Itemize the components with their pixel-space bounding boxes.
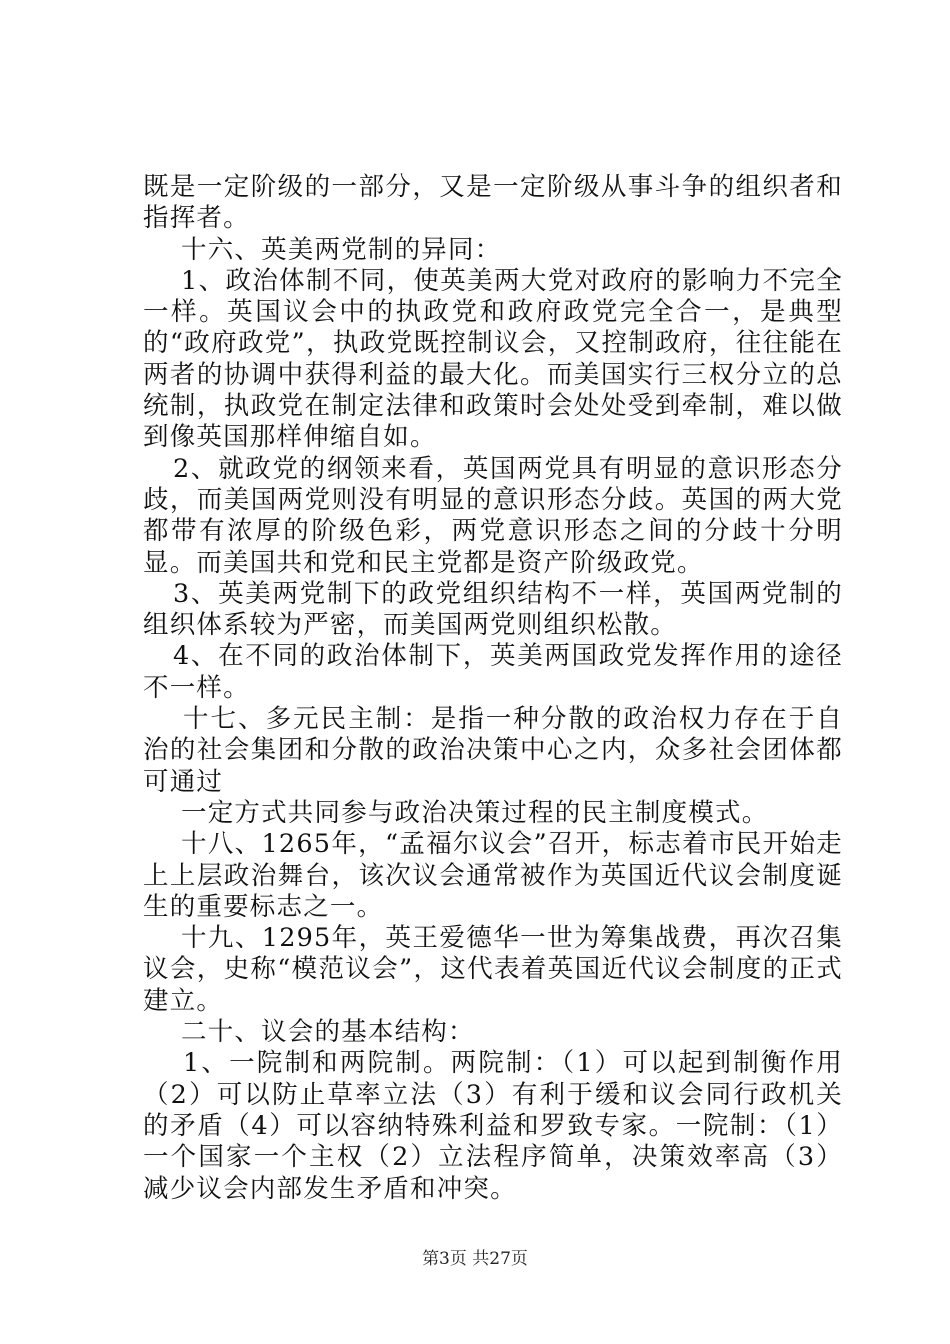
heading-section-16: 十六、英美两党制的异同： bbox=[181, 234, 502, 265]
paragraph-section-18: 十八、1265年，“孟福尔议会”召开，标志着市民开始走上上层政治舞台，该次议会通常被作为英国近代议会制度诞生的重要标志之一。 bbox=[143, 829, 843, 922]
paragraph-section-17-continued: 一定方式共同参与政治决策过程的民主制度模式。 bbox=[181, 797, 769, 828]
paragraph-16-point-4: 4、在不同的政治体制下，英美两国政党发挥作用的途径不一样。 bbox=[143, 641, 843, 703]
paragraph-16-point-1: 1、政治体制不同，使英美两大党对政府的影响力不完全一样。英国议会中的执政党和政府政党完全合一，是典型的“政府政党”，执政党既控制议会，又控制政府，往往能在两者的协调中获得利益的最大化。而美国实行三权分立的总统制，执政党在制定法律和政策时会处处受到牵制，难以做到像英国那样伸缩自如。 bbox=[143, 265, 843, 453]
heading-section-20: 二十、议会的基本结构： bbox=[181, 1017, 475, 1048]
page-number-footer: 第3页 共27页 bbox=[422, 1249, 528, 1269]
paragraph-20-point-1: 1、一院制和两院制。两院制：（1）可以起到制衡作用（2）可以防止草率立法（3）有利于缓和议会同行政机关的矛盾（4）可以容纳特殊利益和罗致专家。一院制：（1）一个国家一个主权（2）立法程序简单，决策效率高（3）减少议会内部发生矛盾和冲突。 bbox=[143, 1048, 843, 1204]
document-body bbox=[143, 172, 843, 1205]
paragraph-continuation: 既是一定阶级的一部分，又是一定阶级从事斗争的组织者和指挥者。 bbox=[143, 172, 843, 234]
paragraph-16-point-2: 2、就政党的纲领来看，英国两党具有明显的意识形态分歧，而美国两党则没有明显的意识形态分歧。英国的两大党都带有浓厚的阶级色彩，两党意识形态之间的分歧十分明显。而美国共和党和民主党都是资产阶级政党。 bbox=[143, 453, 843, 578]
paragraph-section-19: 十九、1295年，英王爱德华一世为筹集战费，再次召集议会，史称“模范议会”，这代表着英国近代议会制度的正式建立。 bbox=[143, 923, 843, 1016]
paragraph-section-17: 十七、多元民主制：是指一种分散的政治权力存在于自治的社会集团和分散的政治决策中心之内，众多社会团体都可通过 bbox=[143, 704, 843, 797]
paragraph-16-point-3: 3、英美两党制下的政党组织结构不一样，英国两党制的组织体系较为严密，而美国两党则组织松散。 bbox=[143, 578, 843, 641]
